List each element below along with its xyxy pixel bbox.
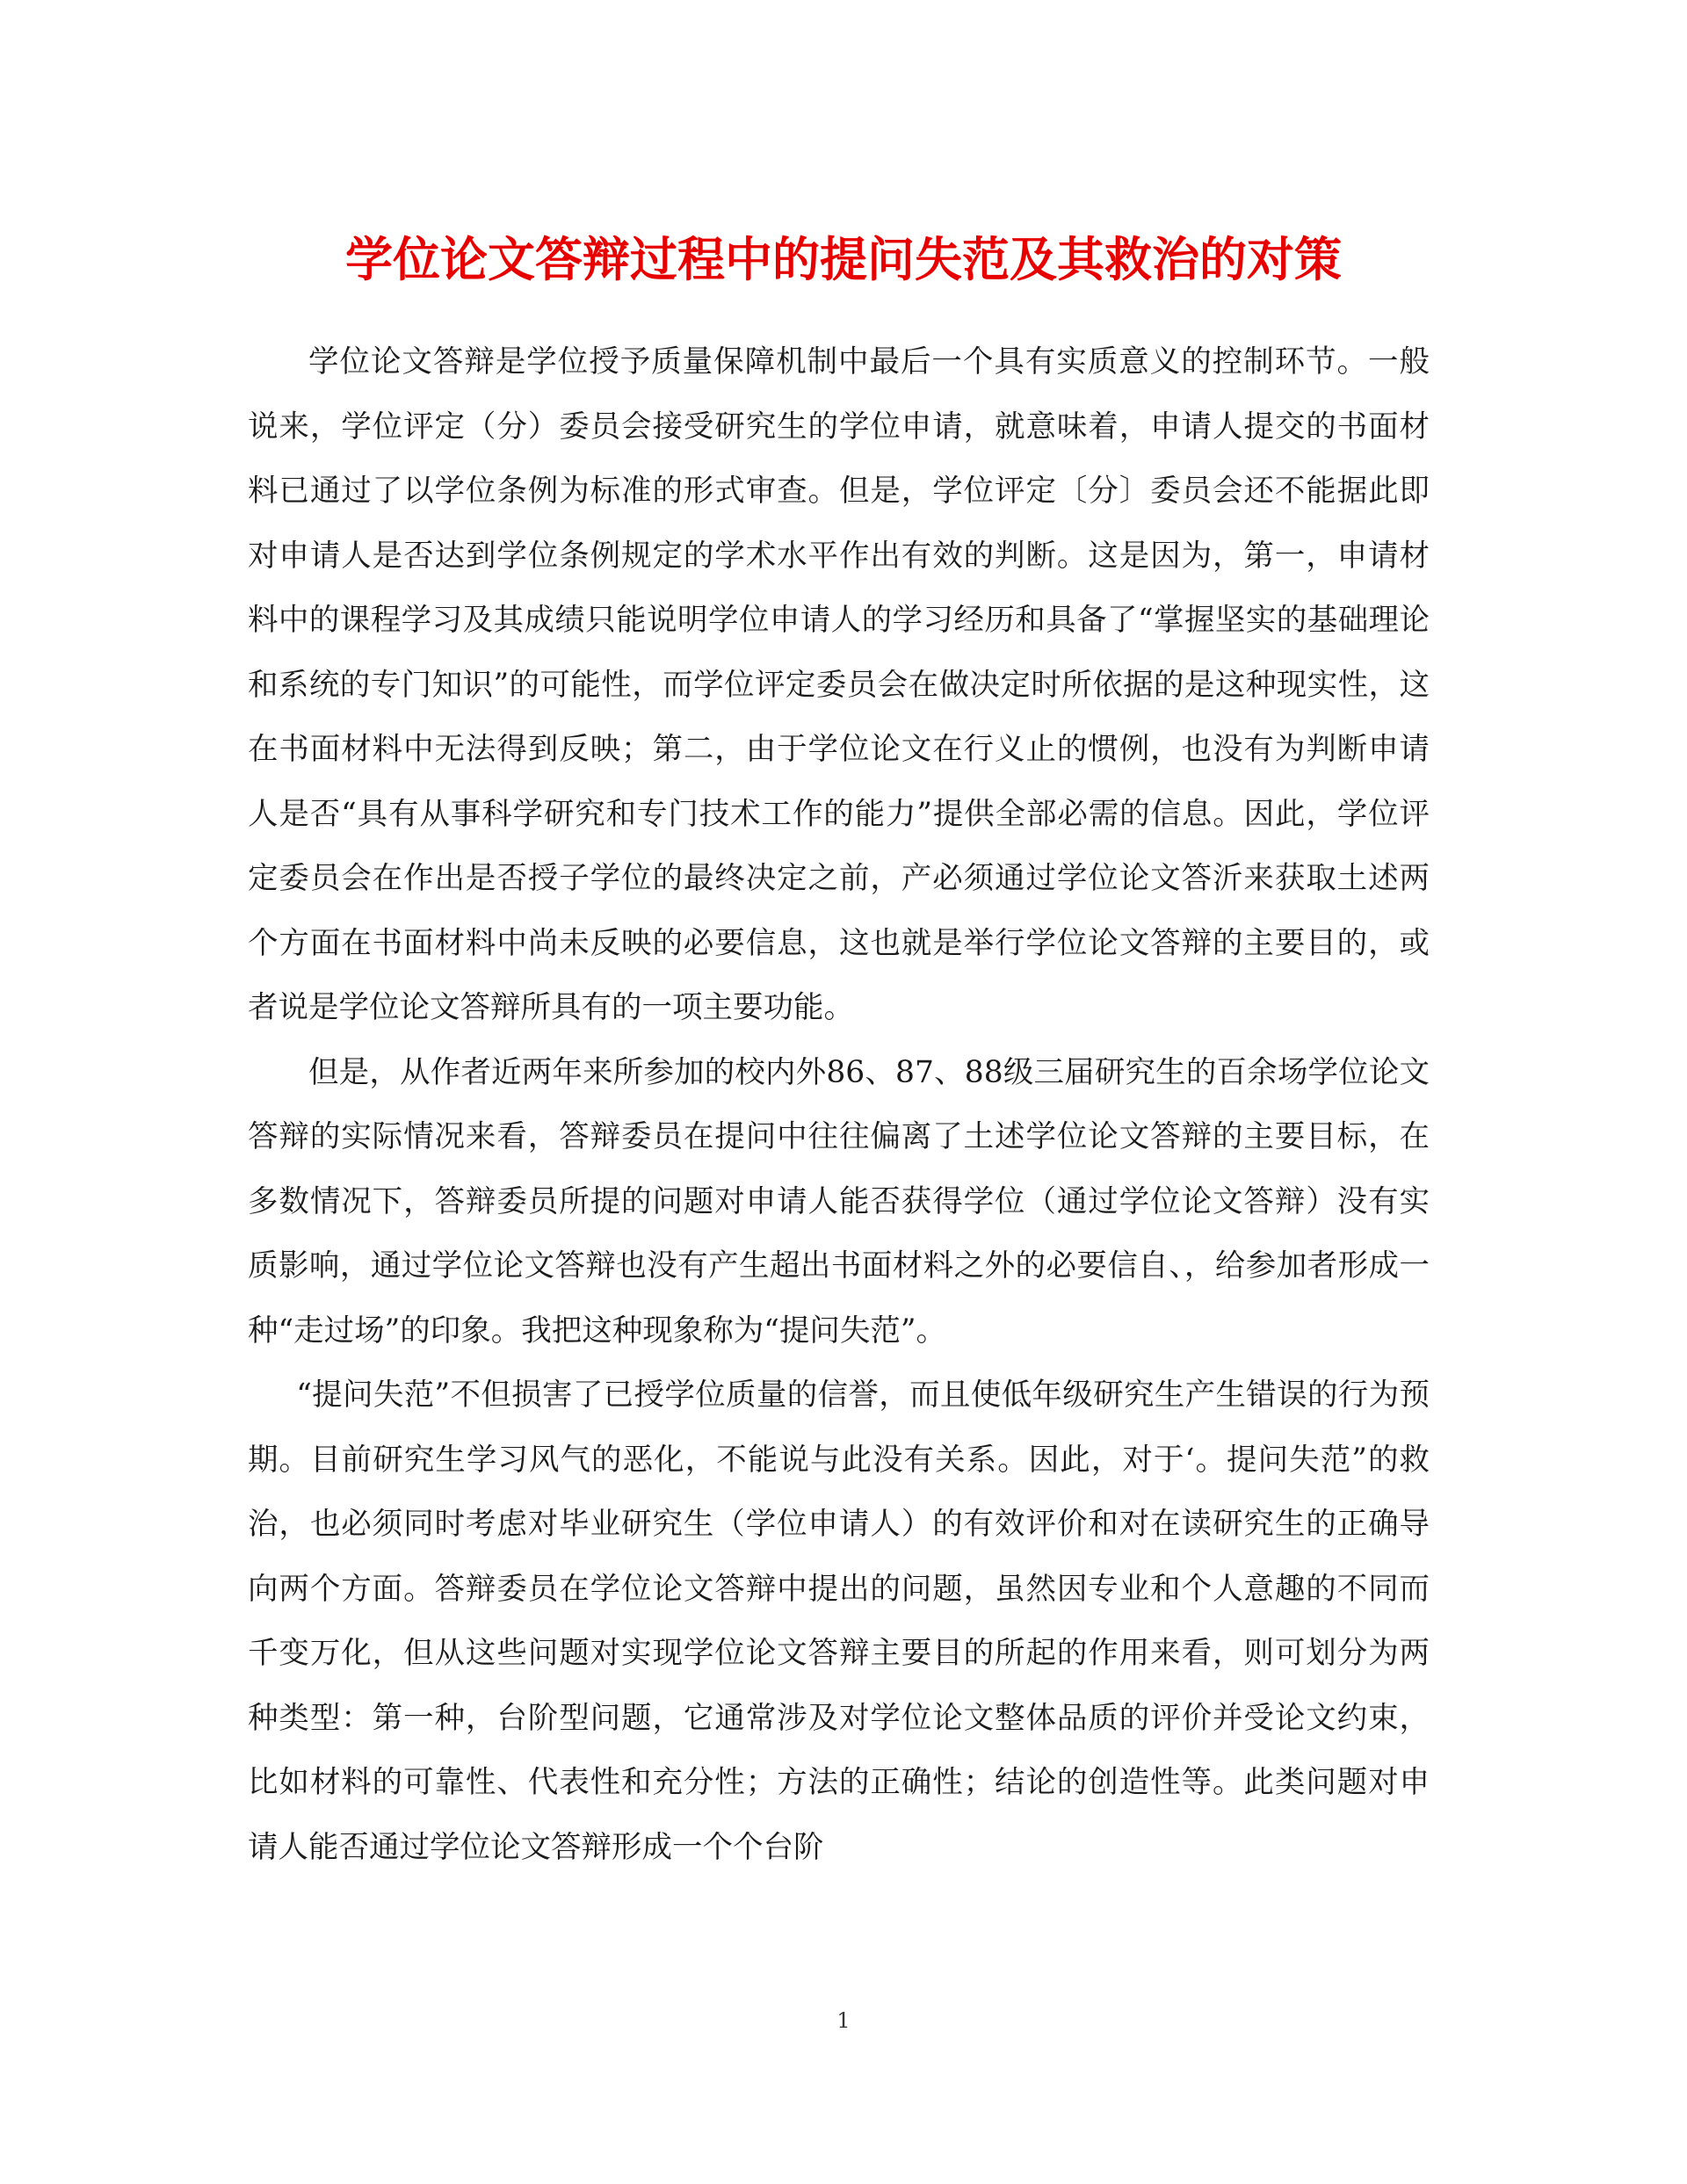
body-paragraph-1: 学位论文答辩是学位授予质量保障机制中最后一个具有实质意义的控制环节。一般说来，学位评定（分）委员会接受研究生的学位申请，就意味着，申请人提交的书面材料已通过了以学位条例为标准的形式审查。但是，学位评定〔分〕委员会还不能据此即对申请人是否达到学位条例规定的学术水平作出有效的判断。这是因为，第一，申请材料中的课程学习及其成绩只能说明学位申请人的学习经历和具备了“掌握坚实的基础理论和系统的专门知识”的可能性，而学位评定委员会在做决定时所依据的是这种现实性，这在书面材料中无法得到反映；第二，由于学位论文在行义止的惯例，也没有为判断申请人是否“具有从事科学研究和专门技术工作的能力”提供全部必需的信息。因此，学位评定委员会在作出是否授子学位的最终决定之前，产必须通过学位论文答沂来获取土述两个方面在书面材料中尚未反映的必要信息，这也就是举行学位论文答辩的主要目的，或者说是学位论文答辩所具有的一项主要功能。 (248, 344, 1430, 1025)
document-title: 学位论文答辩过程中的提问失范及其救治的对策 (345, 231, 1342, 287)
body-paragraph-3: “提问失范”不但损害了已授学位质量的信誉，而且使低年级研究生产生错误的行为预期。目前研究生学习风气的恶化，不能说与此没有关系。因此，对于‘。提问失范”的救治，也必须同时考虑对毕业研究生（学位申请人）的有效评价和对在读研究生的正确导向两个方面。答辩委员在学位论文答辩中提出的问题，虽然因专业和个人意趣的不同而千变万化，但从这些问题对实现学位论文答辩主要目的所起的作用来看，则可划分为两种类型：第一种，台阶型问题，它通常涉及对学位论文整体品质的评价并受论文约束，比如材料的可靠性、代表性和充分性；方法的正确性；结论的创造性等。此类问题对申请人能否通过学位论文答辩形成一个个台阶 (248, 1378, 1430, 1865)
document-body (248, 330, 1430, 1880)
body-paragraph-2: 但是，从作者近两年来所参加的校内外86、87、88级三届研究生的百余场学位论文答辩的实际情况来看，答辩委员在提问中往往偏离了土述学位论文答辩的主要目标，在多数情况下，答辩委员所提的问题对申请人能否获得学位（通过学位论文答辩）没有实质影响，通过学位论文答辩也没有产生超出书面材料之外的必要信自、，给参加者形成一种“走过场”的印象。我把这种现象称为“提问失范”。 (248, 1054, 1430, 1349)
page-number: 1 (836, 2008, 851, 2033)
